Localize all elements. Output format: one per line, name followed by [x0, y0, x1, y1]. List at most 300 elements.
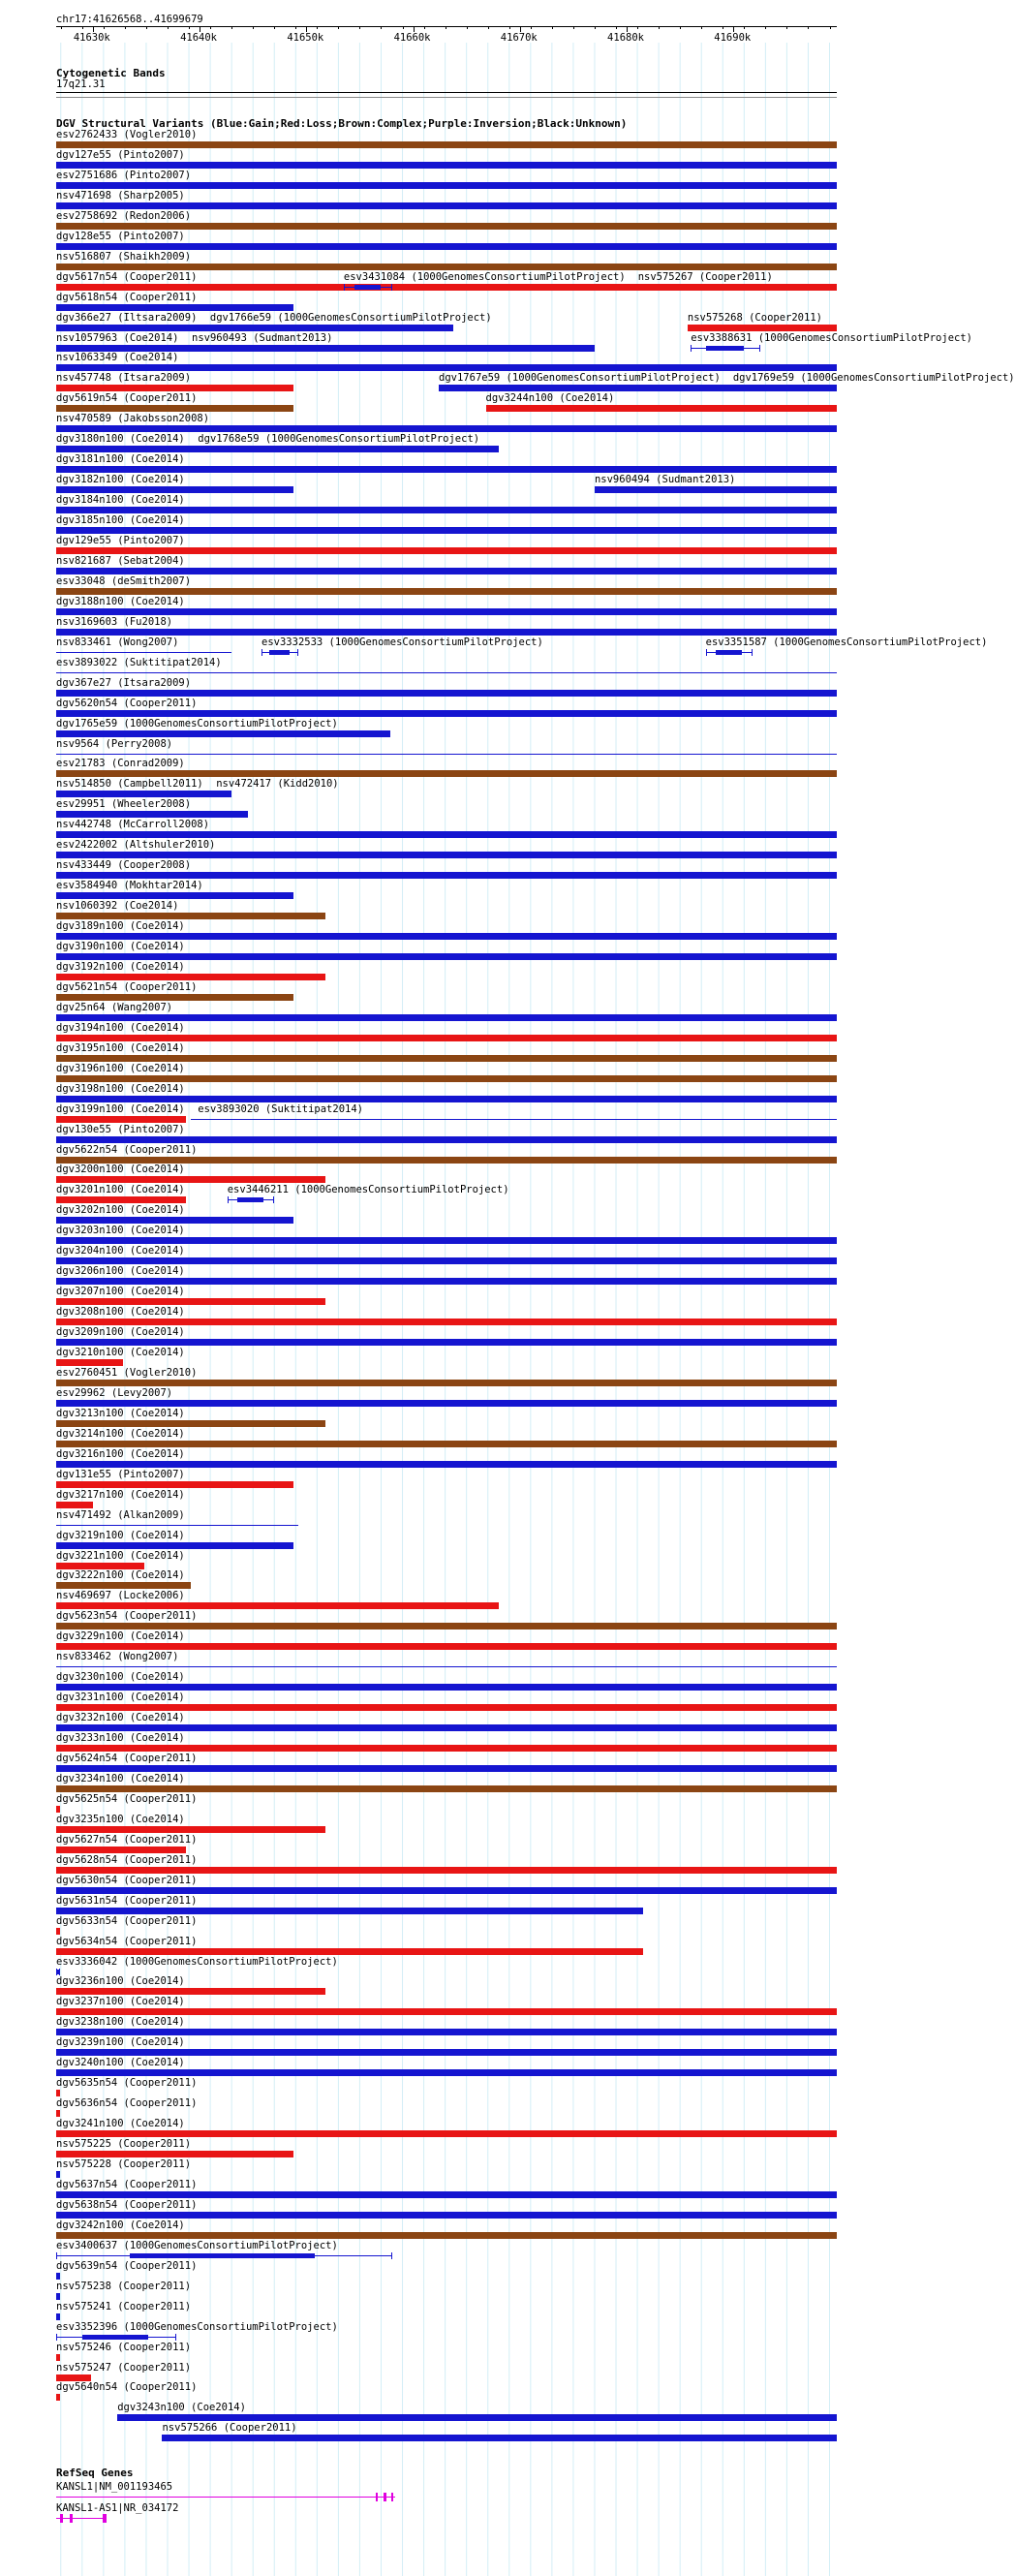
variant-label[interactable]: dgv5636n54 (Cooper2011) — [56, 2097, 198, 2110]
variant-feature[interactable] — [56, 608, 837, 615]
variant-label[interactable]: dgv3206n100 (Coe2014) — [56, 1265, 185, 1278]
ruler-minor-tick — [616, 26, 617, 29]
ruler-tick-label: 41660k — [393, 32, 431, 44]
variant-label[interactable]: esv29962 (Levy2007) — [56, 1386, 173, 1399]
variant-label[interactable]: dgv5640n54 (Cooper2011) — [56, 2381, 198, 2394]
gene-intron-line[interactable] — [56, 2497, 395, 2498]
variant-label[interactable]: dgv366e27 (Iltsara2009) — [56, 311, 198, 324]
variant-feature[interactable] — [56, 2090, 60, 2096]
variant-label[interactable]: dgv3241n100 (Coe2014) — [56, 2118, 185, 2130]
variant-label[interactable]: dgv5634n54 (Cooper2011) — [56, 1935, 198, 1947]
variant-label[interactable]: nsv575246 (Cooper2011) — [56, 2341, 192, 2353]
variant-feature[interactable] — [56, 1847, 186, 1853]
variant-label[interactable]: dgv3188n100 (Coe2014) — [56, 595, 185, 607]
variant-feature[interactable] — [130, 2253, 315, 2258]
ruler-tick-label: 41670k — [500, 32, 538, 44]
variant-feature[interactable] — [56, 507, 837, 513]
variant-label[interactable]: dgv1766e59 (1000GenomesConsortiumPilotProject) — [209, 311, 492, 324]
variant-label[interactable]: esv3893020 (Suktitipat2014) — [198, 1102, 363, 1115]
ruler-minor-tick — [424, 26, 425, 29]
variant-label[interactable]: dgv3221n100 (Coe2014) — [56, 1549, 185, 1562]
variant-label[interactable]: dgv3181n100 (Coe2014) — [56, 453, 185, 466]
variant-label[interactable]: nsv1060392 (Coe2014) — [56, 900, 179, 913]
variant-feature[interactable] — [56, 2049, 837, 2056]
variant-label[interactable]: nsv433449 (Cooper2008) — [56, 859, 192, 872]
variant-feature[interactable] — [688, 325, 837, 331]
variant-feature[interactable] — [56, 831, 837, 838]
variant-label[interactable]: dgv127e55 (Pinto2007) — [56, 148, 185, 161]
variant-feature[interactable] — [56, 1908, 643, 1914]
variant-label[interactable]: dgv5637n54 (Cooper2011) — [56, 2178, 198, 2190]
variant-feature[interactable] — [56, 1257, 837, 1264]
variant-label[interactable]: dgv3242n100 (Coe2014) — [56, 2219, 185, 2231]
variant-label[interactable]: nsv821687 (Sebat2004) — [56, 554, 185, 567]
variant-label[interactable]: dgv3196n100 (Coe2014) — [56, 1062, 185, 1074]
variant-label[interactable]: nsv575268 (Cooper2011) — [687, 311, 822, 324]
variant-feature[interactable] — [56, 588, 837, 595]
ruler-minor-tick — [509, 26, 510, 29]
variant-feature[interactable] — [56, 2374, 91, 2381]
variant-feature[interactable] — [228, 1196, 229, 1203]
variant-feature[interactable] — [56, 1745, 837, 1752]
variant-label[interactable]: dgv3233n100 (Coe2014) — [56, 1732, 185, 1745]
variant-feature[interactable] — [56, 486, 293, 493]
variant-feature[interactable] — [56, 652, 231, 653]
variant-label[interactable]: esv2751686 (Pinto2007) — [56, 169, 192, 181]
variant-label[interactable]: dgv1765e59 (1000GenomesConsortiumPilotProject) — [56, 717, 338, 729]
variant-feature[interactable] — [56, 872, 837, 879]
variant-label[interactable]: dgv3210n100 (Coe2014) — [56, 1347, 185, 1358]
variant-label[interactable]: nsv442748 (McCarroll2008) — [56, 819, 210, 831]
variant-label[interactable]: dgv5627n54 (Cooper2011) — [56, 1833, 198, 1846]
variant-feature[interactable] — [56, 791, 231, 797]
variant-feature[interactable] — [56, 1420, 325, 1427]
variant-feature[interactable] — [269, 650, 290, 655]
variant-feature[interactable] — [56, 1785, 837, 1792]
variant-feature[interactable] — [261, 649, 262, 656]
variant-label[interactable]: nsv457748 (Itsara2009) — [56, 372, 192, 385]
variant-label[interactable]: dgv3194n100 (Coe2014) — [56, 1021, 185, 1034]
variant-feature[interactable] — [344, 284, 345, 291]
variant-label[interactable]: nsv469697 (Locke2006) — [56, 1590, 185, 1602]
variant-feature[interactable] — [759, 345, 760, 352]
variant-feature[interactable] — [56, 182, 837, 189]
variant-feature[interactable] — [56, 1298, 325, 1305]
variant-label[interactable]: nsv1057963 (Coe2014) — [56, 331, 179, 344]
variant-label[interactable]: dgv3198n100 (Coe2014) — [56, 1082, 185, 1095]
variant-label[interactable]: dgv3239n100 (Coe2014) — [56, 2036, 185, 2049]
variant-feature[interactable] — [56, 1035, 837, 1041]
dgv-track-title: DGV Structural Variants (Blue:Gain;Red:Loss;Brown:Complex;Purple:Inversion;Black:Unknown) — [56, 117, 628, 130]
variant-label[interactable]: esv3332533 (1000GenomesConsortiumPilotProject) — [261, 636, 543, 648]
variant-label[interactable]: dgv3234n100 (Coe2014) — [56, 1772, 185, 1785]
variant-feature[interactable] — [56, 1237, 837, 1244]
variant-label[interactable]: dgv3230n100 (Coe2014) — [56, 1671, 185, 1684]
ruler-minor-tick — [680, 26, 681, 29]
variant-feature[interactable] — [56, 811, 248, 818]
variant-feature[interactable] — [56, 364, 837, 371]
variant-feature[interactable] — [691, 345, 692, 352]
variant-label[interactable]: esv3446211 (1000GenomesConsortiumPilotProject) — [227, 1184, 509, 1196]
variant-label[interactable]: esv3431084 (1000GenomesConsortiumPilotProject) — [343, 270, 626, 283]
variant-label[interactable]: esv3388631 (1000GenomesConsortiumPilotProject) — [691, 331, 972, 344]
variant-label[interactable]: esv3336042 (1000GenomesConsortiumPilotProject) — [56, 1955, 338, 1968]
variant-label[interactable]: dgv5618n54 (Cooper2011) — [56, 291, 198, 303]
ruler-minor-tick — [210, 26, 211, 29]
variant-feature[interactable] — [175, 2334, 176, 2341]
variant-label[interactable]: nsv9564 (Perry2008) — [56, 737, 173, 750]
variant-feature[interactable] — [56, 2273, 60, 2280]
variant-feature[interactable] — [56, 1359, 123, 1366]
variant-feature[interactable] — [56, 1765, 837, 1772]
variant-label[interactable]: dgv3235n100 (Coe2014) — [56, 1813, 185, 1825]
variant-feature[interactable] — [56, 730, 390, 737]
variant-feature[interactable] — [56, 1988, 325, 1995]
variant-feature[interactable] — [56, 1196, 186, 1203]
variant-feature[interactable] — [56, 1380, 837, 1386]
variant-feature[interactable] — [56, 754, 837, 755]
variant-feature[interactable] — [56, 1278, 837, 1285]
gene-label[interactable]: KANSL1|NM_001193465 — [56, 2481, 173, 2493]
variant-feature[interactable] — [56, 1075, 837, 1082]
variant-feature[interactable] — [56, 933, 837, 940]
ruler-minor-tick — [381, 26, 382, 29]
variant-label[interactable]: nsv575241 (Cooper2011) — [56, 2300, 192, 2312]
variant-label[interactable]: esv3893022 (Suktitipat2014) — [56, 656, 222, 668]
variant-label[interactable]: dgv3243n100 (Coe2014) — [117, 2402, 246, 2414]
variant-feature[interactable] — [56, 1136, 837, 1143]
variant-label[interactable]: dgv3216n100 (Coe2014) — [56, 1447, 185, 1460]
variant-feature[interactable] — [354, 285, 381, 290]
variant-label[interactable]: dgv5635n54 (Cooper2011) — [56, 2077, 198, 2090]
variant-feature[interactable] — [56, 527, 837, 534]
variant-feature[interactable] — [56, 1400, 837, 1407]
variant-feature[interactable] — [56, 1441, 837, 1447]
ruler-minor-tick — [274, 26, 275, 29]
variant-feature[interactable] — [56, 2029, 837, 2035]
variant-label[interactable]: dgv3231n100 (Coe2014) — [56, 1691, 185, 1704]
variant-feature[interactable] — [56, 2069, 837, 2076]
ruler-minor-tick — [765, 26, 766, 29]
variant-label[interactable]: dgv5630n54 (Cooper2011) — [56, 1874, 198, 1886]
variant-feature[interactable] — [595, 486, 837, 493]
variant-label[interactable]: esv3584940 (Mokhtar2014) — [56, 880, 203, 892]
variant-feature[interactable] — [56, 690, 837, 697]
variant-feature[interactable] — [82, 2335, 148, 2340]
variant-feature[interactable] — [56, 2212, 837, 2219]
variant-label[interactable]: esv2760451 (Vogler2010) — [56, 1366, 198, 1379]
variant-feature[interactable] — [56, 1542, 293, 1549]
variant-label[interactable]: dgv3207n100 (Coe2014) — [56, 1286, 185, 1298]
variant-feature[interactable] — [56, 1055, 837, 1062]
variant-feature[interactable] — [56, 1502, 93, 1508]
ruler-minor-tick — [104, 26, 105, 29]
ruler-tick-label: 41680k — [607, 32, 644, 44]
variant-label[interactable]: dgv3190n100 (Coe2014) — [56, 941, 185, 952]
variant-feature[interactable] — [56, 1116, 186, 1123]
variant-label[interactable]: dgv3209n100 (Coe2014) — [56, 1326, 185, 1339]
variant-label[interactable]: dgv3180n100 (Coe2014) — [56, 433, 185, 446]
variant-feature[interactable] — [56, 770, 837, 777]
track-separator — [56, 97, 837, 98]
variant-label[interactable]: nsv575225 (Cooper2011) — [56, 2138, 192, 2151]
variant-feature[interactable] — [56, 2008, 837, 2015]
variant-label[interactable]: dgv5639n54 (Cooper2011) — [56, 2259, 198, 2272]
variant-feature[interactable] — [162, 2435, 837, 2441]
ruler-minor-tick — [125, 26, 126, 29]
variant-label[interactable]: esv29951 (Wheeler2008) — [56, 798, 192, 811]
variant-feature[interactable] — [56, 223, 837, 230]
gene-exon[interactable] — [391, 2493, 393, 2501]
variant-label[interactable]: dgv3240n100 (Coe2014) — [56, 2057, 185, 2069]
variant-label[interactable]: dgv5617n54 (Cooper2011) — [56, 270, 198, 283]
variant-feature[interactable] — [56, 284, 837, 291]
variant-feature[interactable] — [56, 994, 293, 1001]
variant-feature[interactable] — [56, 1582, 191, 1589]
variant-feature[interactable] — [56, 2232, 837, 2239]
variant-feature[interactable] — [56, 2130, 837, 2137]
variant-label[interactable]: dgv1767e59 (1000GenomesConsortiumPilotProject) — [439, 372, 721, 385]
variant-label[interactable]: dgv3204n100 (Coe2014) — [56, 1245, 185, 1257]
gene-exon[interactable] — [60, 2514, 63, 2523]
ruler-minor-tick — [786, 26, 787, 29]
variant-feature[interactable] — [56, 2252, 57, 2259]
gene-exon[interactable] — [70, 2514, 73, 2523]
variant-feature[interactable] — [486, 405, 837, 412]
variant-feature[interactable] — [273, 1196, 274, 1203]
variant-label[interactable]: nsv471492 (Alkan2009) — [56, 1508, 185, 1521]
variant-label[interactable]: esv3400637 (1000GenomesConsortiumPilotProject) — [56, 2239, 338, 2251]
variant-feature[interactable] — [56, 2171, 60, 2178]
variant-label[interactable]: esv33048 (deSmith2007) — [56, 574, 192, 587]
variant-feature[interactable] — [56, 1339, 837, 1346]
variant-feature[interactable] — [117, 2414, 837, 2421]
variant-feature[interactable] — [56, 1461, 837, 1468]
variant-feature[interactable] — [56, 2354, 60, 2361]
cytoband-bar — [56, 92, 837, 93]
variant-feature[interactable] — [56, 1826, 325, 1833]
gene-exon[interactable] — [103, 2514, 107, 2523]
variant-label[interactable]: dgv5622n54 (Cooper2011) — [56, 1143, 198, 1156]
variant-label[interactable]: dgv3213n100 (Coe2014) — [56, 1407, 185, 1419]
variant-label[interactable]: dgv3200n100 (Coe2014) — [56, 1164, 185, 1176]
variant-feature[interactable] — [56, 1666, 837, 1667]
variant-label[interactable]: esv3352396 (1000GenomesConsortiumPilotProject) — [56, 2320, 338, 2333]
variant-label[interactable]: dgv3182n100 (Coe2014) — [56, 474, 185, 486]
variant-feature[interactable] — [237, 1197, 263, 1202]
variant-label[interactable]: nsv960493 (Sudmant2013) — [192, 331, 333, 344]
variant-label[interactable]: nsv514850 (Campbell2011) — [56, 778, 203, 791]
variant-feature[interactable] — [56, 1176, 325, 1183]
variant-feature[interactable] — [56, 852, 837, 858]
variant-label[interactable]: dgv25n64 (Wang2007) — [56, 1001, 173, 1013]
variant-label[interactable]: dgv3195n100 (Coe2014) — [56, 1041, 185, 1054]
variant-feature[interactable] — [56, 1157, 837, 1164]
variant-label[interactable]: esv3351587 (1000GenomesConsortiumPilotProject) — [705, 636, 988, 648]
variant-label[interactable]: dgv5628n54 (Cooper2011) — [56, 1853, 198, 1866]
variant-label[interactable]: dgv3232n100 (Coe2014) — [56, 1712, 185, 1724]
variant-feature[interactable] — [56, 243, 837, 250]
variant-label[interactable]: nsv575238 (Cooper2011) — [56, 2280, 192, 2292]
variant-label[interactable]: nsv472417 (Kidd2010) — [216, 778, 339, 791]
variant-label[interactable]: nsv960494 (Sudmant2013) — [594, 474, 736, 486]
variant-feature[interactable] — [56, 405, 293, 412]
variant-feature[interactable] — [56, 974, 325, 980]
variant-label[interactable]: dgv3203n100 (Coe2014) — [56, 1225, 185, 1237]
variant-label[interactable]: esv2758692 (Redon2006) — [56, 209, 192, 222]
variant-feature[interactable] — [56, 2110, 60, 2117]
variant-label[interactable]: dgv5620n54 (Cooper2011) — [56, 697, 198, 709]
variant-feature[interactable] — [56, 1684, 837, 1691]
variant-feature[interactable] — [56, 202, 837, 209]
variant-label[interactable]: dgv129e55 (Pinto2007) — [56, 535, 185, 546]
variant-feature[interactable] — [56, 141, 837, 148]
variant-feature[interactable] — [56, 1928, 60, 1935]
variant-label[interactable]: nsv3169603 (Fu2018) — [56, 615, 173, 628]
variant-label[interactable]: dgv3236n100 (Coe2014) — [56, 1975, 185, 1988]
variant-feature[interactable] — [56, 953, 837, 960]
variant-label[interactable]: dgv131e55 (Pinto2007) — [56, 1468, 185, 1480]
variant-feature[interactable] — [56, 325, 453, 331]
gene-exon[interactable] — [376, 2493, 378, 2501]
variant-feature[interactable] — [56, 345, 595, 352]
variant-feature[interactable] — [56, 1602, 499, 1609]
variant-label[interactable]: dgv5638n54 (Cooper2011) — [56, 2198, 198, 2211]
variant-label[interactable]: dgv3185n100 (Coe2014) — [56, 514, 185, 527]
variant-label[interactable]: dgv3201n100 (Coe2014) — [56, 1184, 185, 1196]
variant-feature[interactable] — [56, 1217, 293, 1224]
variant-feature[interactable] — [56, 1887, 837, 1894]
variant-feature[interactable] — [56, 2313, 60, 2320]
variant-label[interactable]: nsv516807 (Shaikh2009) — [56, 250, 192, 263]
variant-feature[interactable] — [56, 710, 837, 717]
variant-label[interactable]: dgv5623n54 (Cooper2011) — [56, 1610, 198, 1623]
variant-label[interactable]: dgv130e55 (Pinto2007) — [56, 1123, 185, 1135]
variant-feature[interactable] — [56, 304, 293, 311]
variant-feature[interactable] — [56, 547, 837, 554]
variant-label[interactable]: dgv3238n100 (Coe2014) — [56, 2016, 185, 2029]
variant-label[interactable]: dgv3189n100 (Coe2014) — [56, 920, 185, 933]
variant-feature[interactable] — [56, 2191, 837, 2198]
variant-label[interactable]: dgv1768e59 (1000GenomesConsortiumPilotProject) — [198, 433, 480, 446]
variant-feature[interactable] — [56, 2394, 60, 2401]
variant-label[interactable]: dgv3244n100 (Coe2014) — [485, 392, 615, 405]
variant-feature[interactable] — [56, 2151, 293, 2157]
variant-feature[interactable] — [56, 425, 837, 432]
variant-label[interactable]: esv2422002 (Altshuler2010) — [56, 839, 216, 852]
variant-label[interactable]: nsv471698 (Sharp2005) — [56, 189, 185, 202]
variant-label[interactable]: dgv3184n100 (Coe2014) — [56, 494, 185, 507]
variant-feature[interactable] — [391, 2252, 392, 2259]
variant-label[interactable]: nsv575266 (Cooper2011) — [162, 2422, 297, 2435]
variant-feature[interactable] — [56, 568, 837, 574]
ruler-tick-label: 41630k — [73, 32, 110, 44]
variant-label[interactable]: nsv575267 (Cooper2011) — [637, 270, 773, 283]
variant-label[interactable]: esv21783 (Conrad2009) — [56, 758, 185, 770]
variant-feature[interactable] — [56, 1525, 298, 1526]
variant-feature[interactable] — [59, 1969, 60, 1975]
variant-feature[interactable] — [56, 466, 837, 473]
variant-label[interactable]: dgv128e55 (Pinto2007) — [56, 230, 185, 242]
variant-feature[interactable] — [56, 2293, 60, 2300]
variant-feature[interactable] — [56, 629, 837, 636]
variant-label[interactable]: dgv3202n100 (Coe2014) — [56, 1204, 185, 1217]
variant-label[interactable]: dgv3199n100 (Coe2014) — [56, 1102, 185, 1115]
variant-feature[interactable] — [191, 1119, 837, 1120]
variant-feature[interactable] — [56, 1096, 837, 1102]
variant-label[interactable]: dgv3219n100 (Coe2014) — [56, 1529, 185, 1541]
variant-feature[interactable] — [56, 1563, 144, 1569]
variant-label[interactable]: dgv3214n100 (Coe2014) — [56, 1427, 185, 1440]
ruler-minor-tick — [573, 26, 574, 29]
variant-feature[interactable] — [56, 672, 837, 673]
variant-feature[interactable] — [706, 346, 744, 351]
gene-label[interactable]: KANSL1-AS1|NR_034172 — [56, 2502, 179, 2514]
variant-feature[interactable] — [56, 1014, 837, 1021]
variant-feature[interactable] — [297, 649, 298, 656]
variant-label[interactable]: dgv5619n54 (Cooper2011) — [56, 392, 198, 405]
variant-feature[interactable] — [56, 1724, 837, 1731]
variant-label[interactable]: dgv5621n54 (Cooper2011) — [56, 980, 198, 993]
variant-feature[interactable] — [56, 2334, 57, 2341]
variant-label[interactable]: dgv3192n100 (Coe2014) — [56, 960, 185, 973]
gene-intron-line[interactable] — [56, 2518, 107, 2519]
variant-feature[interactable] — [56, 1319, 837, 1325]
gene-exon[interactable] — [384, 2493, 386, 2501]
variant-label[interactable]: dgv3237n100 (Coe2014) — [56, 1996, 185, 2008]
variant-feature[interactable] — [56, 892, 293, 899]
variant-feature[interactable] — [56, 1806, 60, 1813]
variant-label[interactable]: dgv3208n100 (Coe2014) — [56, 1306, 185, 1319]
variant-feature[interactable] — [439, 385, 837, 391]
variant-label[interactable]: dgv5633n54 (Cooper2011) — [56, 1914, 198, 1927]
variant-label[interactable]: dgv3229n100 (Coe2014) — [56, 1630, 185, 1643]
variant-label[interactable]: esv2762433 (Vogler2010) — [56, 129, 198, 140]
ruler-minor-tick — [338, 26, 339, 29]
variant-feature[interactable] — [752, 649, 753, 656]
variant-feature[interactable] — [56, 1867, 837, 1874]
ruler-minor-tick — [82, 26, 83, 29]
variant-label[interactable]: dgv3217n100 (Coe2014) — [56, 1488, 185, 1501]
variant-label[interactable]: nsv833462 (Wong2007) — [56, 1651, 179, 1663]
variant-label[interactable]: dgv367e27 (Itsara2009) — [56, 676, 192, 689]
variant-feature[interactable] — [716, 650, 742, 655]
variant-label[interactable]: nsv470589 (Jakobsson2008) — [56, 413, 210, 425]
variant-feature[interactable] — [56, 1704, 837, 1711]
variant-label[interactable]: nsv575228 (Cooper2011) — [56, 2158, 192, 2170]
variant-feature[interactable] — [56, 1969, 57, 1975]
variant-label[interactable]: nsv1063349 (Coe2014) — [56, 352, 179, 364]
variant-feature[interactable] — [56, 913, 325, 919]
variant-feature[interactable] — [391, 284, 392, 291]
variant-feature[interactable] — [56, 446, 499, 452]
variant-label[interactable]: dgv5631n54 (Cooper2011) — [56, 1894, 198, 1907]
variant-feature[interactable] — [56, 385, 293, 391]
variant-label[interactable]: nsv833461 (Wong2007) — [56, 636, 179, 648]
variant-label[interactable]: dgv3222n100 (Coe2014) — [56, 1569, 185, 1582]
variant-feature[interactable] — [56, 1948, 643, 1955]
variant-label[interactable]: nsv575247 (Cooper2011) — [56, 2361, 192, 2374]
variant-feature[interactable] — [706, 649, 707, 656]
variant-feature[interactable] — [56, 1623, 837, 1629]
variant-feature[interactable] — [56, 264, 837, 270]
variant-feature[interactable] — [56, 1481, 293, 1488]
variant-label[interactable]: dgv5625n54 (Cooper2011) — [56, 1792, 198, 1805]
variant-label[interactable]: dgv5624n54 (Cooper2011) — [56, 1753, 198, 1764]
variant-label[interactable]: dgv1769e59 (1000GenomesConsortiumPilotProject) — [732, 372, 1015, 385]
variant-feature[interactable] — [56, 162, 837, 169]
variant-feature[interactable] — [56, 1643, 837, 1650]
